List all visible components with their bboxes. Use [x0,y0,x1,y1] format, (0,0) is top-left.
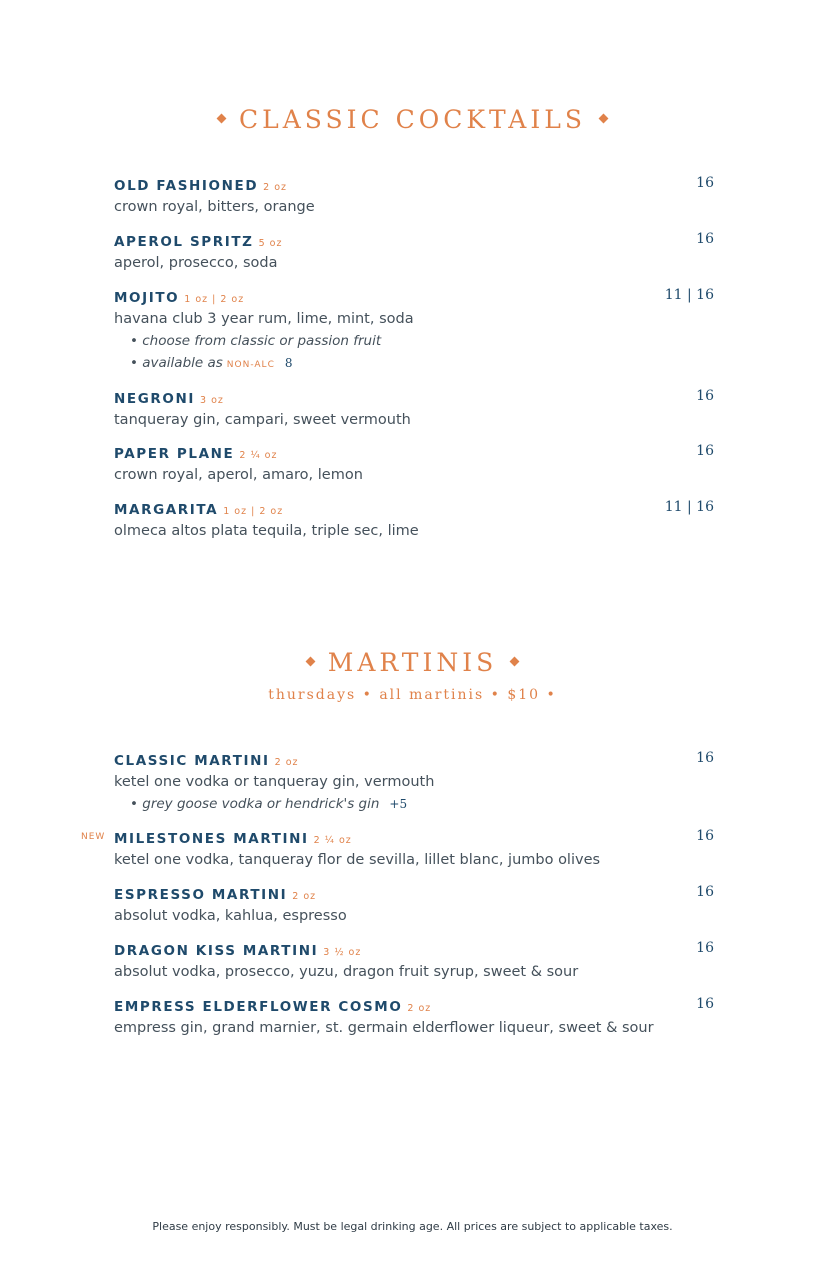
upgrade-price: +5 [389,797,408,811]
item-description: empress gin, grand marnier, st. germain elderflower liqueur, sweet & sour [114,1020,654,1036]
diamond-icon [305,657,315,667]
item-description: crown royal, aperol, amaro, lemon [114,467,363,483]
item-name: MARGARITA [114,502,219,518]
item-note: • choose from classic or passion fruit [130,333,382,349]
item-size: 2 ¼ oz [313,835,352,846]
section-title-martinis [0,648,825,677]
item-price: 16 [696,996,714,1012]
item-price: 16 [696,940,714,956]
section-title-text: CLASSIC COCKTAILS [239,105,586,134]
item-description: absolut vodka, kahlua, espresso [114,908,347,924]
non-alc-tag: NON-ALC [226,360,275,370]
menu-item-classic-martini [114,750,714,815]
menu-item-mojito [114,287,714,376]
non-alc-price: 8 [284,356,293,370]
item-description: ketel one vodka or tanqueray gin, vermouth [114,774,435,790]
menu-item-aperol-spritz [114,231,714,274]
item-name: OLD FASHIONED [114,178,259,194]
item-name: NEGRONI [114,391,195,407]
item-name: APEROL SPRITZ [114,234,254,250]
item-price: 16 [696,443,714,459]
diamond-icon [510,657,520,667]
item-name: CLASSIC MARTINI [114,753,270,769]
item-description: olmeca altos plata tequila, triple sec, lime [114,523,419,539]
menu-item-negroni [114,388,714,431]
item-size: 2 oz [263,182,288,193]
section-title-text: MARTINIS [327,648,498,677]
menu-item-dragon-kiss-martini [114,940,714,983]
item-name: PAPER PLANE [114,446,235,462]
note-text: • grey goose vodka or hendrick's gin [130,796,380,812]
item-size: 3 oz [200,395,224,406]
item-size: 1 oz | 2 oz [184,294,245,305]
item-note-upgrade [130,793,714,815]
diamond-icon [599,114,609,124]
item-price: 16 [696,884,714,900]
item-note-nonalc [130,352,714,376]
item-name: MOJITO [114,290,180,306]
new-badge: NEW [81,832,106,842]
item-description: crown royal, bitters, orange [114,199,315,215]
item-name: MILESTONES MARTINI [114,831,309,847]
item-description: havana club 3 year rum, lime, mint, soda [114,311,414,327]
menu-item-milestones-martini [114,828,714,871]
item-name: DRAGON KISS MARTINI [114,943,319,959]
menu-item-old-fashioned [114,175,714,218]
item-size: 2 ¼ oz [239,450,278,461]
item-price: 11 | 16 [664,287,714,303]
item-size: 2 oz [407,1003,432,1014]
item-size: 2 oz [274,757,299,768]
martini-promo: thursdays • all martinis • $10 • [268,687,557,703]
item-price: 16 [696,750,714,766]
item-description: aperol, prosecco, soda [114,255,278,271]
menu-item-margarita [114,499,714,542]
menu-item-espresso-martini [114,884,714,927]
item-name: ESPRESSO MARTINI [114,887,288,903]
item-description: absolut vodka, prosecco, yuzu, dragon fruit syrup, sweet & sour [114,964,579,980]
item-description: tanqueray gin, campari, sweet vermouth [114,412,411,428]
item-size: 1 oz | 2 oz [223,506,284,517]
diamond-icon [217,114,227,124]
item-description: ketel one vodka, tanqueray flor de sevilla, lillet blanc, jumbo olives [114,852,601,868]
item-price: 16 [696,175,714,191]
item-price: 16 [696,828,714,844]
menu-item-paper-plane [114,443,714,486]
item-size: 2 oz [292,891,317,902]
item-size: 5 oz [258,238,283,249]
menu-item-empress-elderflower-cosmo [114,996,714,1039]
item-price: 11 | 16 [664,499,714,515]
item-size: 3 ½ oz [323,947,362,958]
item-price: 16 [696,231,714,247]
section-title-classic-cocktails [0,105,825,134]
footer-disclaimer: Please enjoy responsibly. Must be legal drinking age. All prices are subject to applicable taxes. [152,1220,673,1233]
note-text: • available as [130,355,223,371]
item-name: EMPRESS ELDERFLOWER COSMO [114,999,403,1015]
item-price: 16 [696,388,714,404]
